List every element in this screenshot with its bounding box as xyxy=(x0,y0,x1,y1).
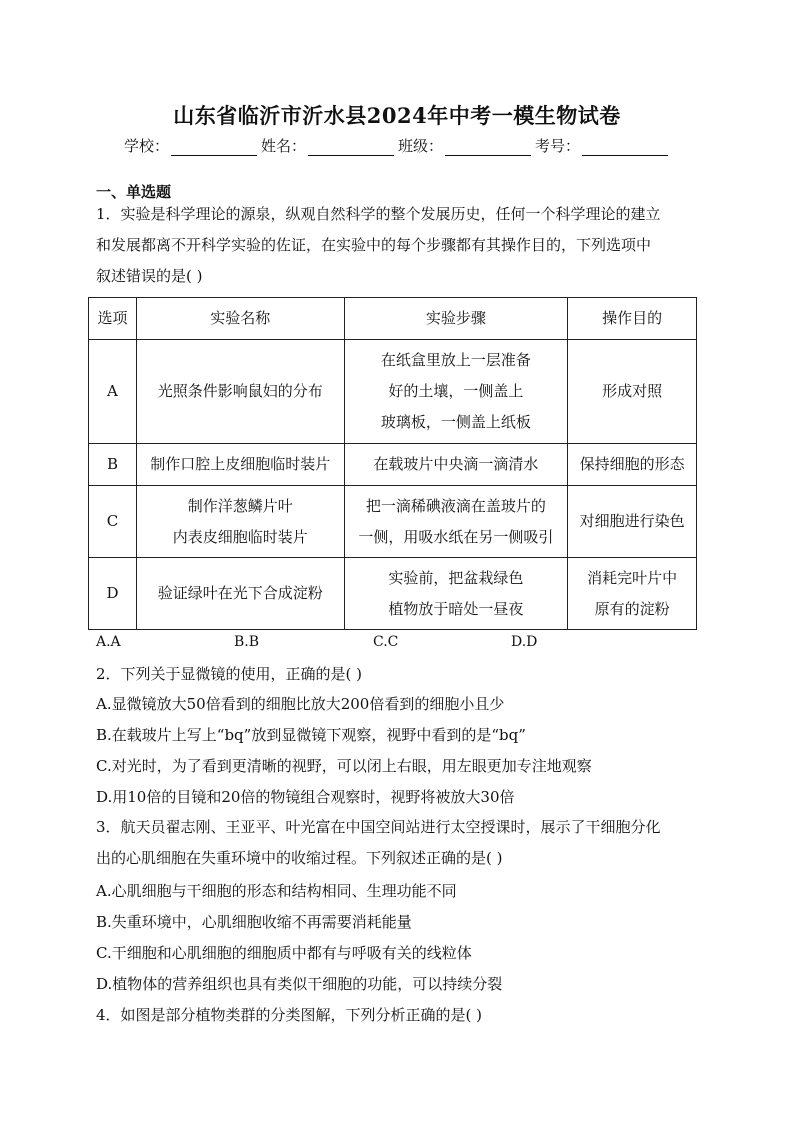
cell-line: 植物放于暗处一昼夜 xyxy=(388,599,524,618)
table-header-row xyxy=(89,298,697,340)
question-1-line: 和发展都离不开科学实验的佐证，在实验中的每个步骤都有其操作目的，下列选项中 xyxy=(96,236,652,254)
cell-line: 保持细胞的形态 xyxy=(579,455,685,473)
cell-line: 在纸盒里放上一层准备 xyxy=(380,351,531,369)
question-3-stem xyxy=(96,812,700,874)
question-3-line: 出的心肌细胞在失重环境中的收缩过程。下列叙述正确的是( ) xyxy=(96,849,503,867)
table-header-cell: 实验步骤 xyxy=(344,298,568,340)
table-row xyxy=(89,444,697,486)
table-cell-name xyxy=(136,486,344,558)
table-cell-purpose xyxy=(568,444,697,486)
page-title: 山东省临沂市沂水县2024年中考一模生物试卷 xyxy=(173,103,621,128)
cell-line: 形成对照 xyxy=(602,382,663,400)
cell-line: 原有的淀粉 xyxy=(594,599,670,618)
table-cell-name xyxy=(136,558,344,630)
question-2-stem: 2．下列关于显微镜的使用，正确的是( ) xyxy=(96,665,363,683)
experiment-table xyxy=(88,297,697,630)
table-header-cell: 选项 xyxy=(89,298,137,340)
table-cell-steps xyxy=(344,340,568,444)
cell-line: 一侧，用吸水纸在另一侧吸引 xyxy=(358,527,554,546)
cell-line: 玻璃板，一侧盖上纸板 xyxy=(380,413,531,431)
table-row xyxy=(89,558,697,630)
answer-option-a[interactable]: A.A xyxy=(96,634,121,650)
number-blank[interactable] xyxy=(582,138,668,156)
section-heading: 一、单选题 xyxy=(96,183,172,201)
answer-option-a[interactable]: A.显微镜放大50倍看到的细胞比放大200倍看到的细胞小且少 xyxy=(96,695,505,713)
cell-line: 实验前，把盆栽绿色 xyxy=(388,568,524,587)
school-blank[interactable] xyxy=(171,138,257,156)
name-blank[interactable] xyxy=(308,138,394,156)
answer-option-d[interactable]: D.植物体的营养组织也具有类似干细胞的功能，可以持续分裂 xyxy=(96,975,503,993)
table-cell-option: C xyxy=(89,486,137,558)
answer-option-d[interactable]: D.用10倍的目镜和20倍的物镜组合观察时，视野将被放大30倍 xyxy=(96,788,515,806)
student-info-line xyxy=(124,135,684,156)
table-row xyxy=(89,340,697,444)
answer-option-c[interactable]: C.C xyxy=(373,634,399,650)
cell-line: 把一滴稀碘液滴在盖玻片的 xyxy=(365,496,546,515)
table-cell-purpose xyxy=(568,340,697,444)
answer-option-a[interactable]: A.心肌细胞与干细胞的形态和结构相同、生理功能不同 xyxy=(96,882,457,900)
cell-line: 验证绿叶在光下合成淀粉 xyxy=(157,584,323,602)
class-label: 班级： xyxy=(398,137,444,155)
question-3-line: 3．航天员翟志刚、王亚平、叶光富在中国空间站进行太空授课时，展示了干细胞分化 xyxy=(96,818,661,836)
cell-line: 在载玻片中央滴一滴清水 xyxy=(373,455,539,473)
table-cell-purpose xyxy=(568,558,697,630)
school-label: 学校： xyxy=(124,137,170,155)
class-blank[interactable] xyxy=(445,138,531,156)
table-cell-steps xyxy=(344,486,568,558)
table-cell-steps xyxy=(344,444,568,486)
cell-line: 好的土壤，一侧盖上 xyxy=(388,382,524,400)
question-1-line: 叙述错误的是( ) xyxy=(96,267,203,285)
answer-option-b[interactable]: B.在载玻片上写上“bq”放到显微镜下观察，视野中看到的是“bq” xyxy=(96,726,526,744)
table-cell-name xyxy=(136,444,344,486)
question-1-line: 1．实验是科学理论的源泉，纵观自然科学的整个发展历史，任何一个科学理论的建立 xyxy=(96,205,661,223)
name-label: 姓名： xyxy=(261,137,307,155)
table-cell-steps xyxy=(344,558,568,630)
table-cell-option: B xyxy=(89,444,137,486)
cell-line: 内表皮细胞临时装片 xyxy=(172,527,308,546)
answer-option-b[interactable]: B.B xyxy=(234,634,260,650)
answer-option-c[interactable]: C.对光时，为了看到更清晰的视野，可以闭上右眼，用左眼更加专注地观察 xyxy=(96,757,592,775)
table-cell-name xyxy=(136,340,344,444)
table-row xyxy=(89,486,697,558)
answer-option-b[interactable]: B.失重环境中，心肌细胞收缩不再需要消耗能量 xyxy=(96,913,412,931)
cell-line: 制作洋葱鳞片叶 xyxy=(187,496,293,515)
question-4-stem: 4．如图是部分植物类群的分类图解，下列分析正确的是( ) xyxy=(96,1006,483,1024)
question-1-stem xyxy=(96,199,700,292)
answer-option-c[interactable]: C.干细胞和心肌细胞的细胞质中都有与呼吸有关的线粒体 xyxy=(96,944,472,962)
answer-option-d[interactable]: D.D xyxy=(511,634,538,650)
cell-line: 光照条件影响鼠妇的分布 xyxy=(157,382,323,400)
cell-line: 制作口腔上皮细胞临时装片 xyxy=(150,455,331,473)
cell-line: 消耗完叶片中 xyxy=(587,568,678,587)
table-header-cell: 实验名称 xyxy=(136,298,344,340)
table-cell-option: D xyxy=(89,558,137,630)
table-cell-purpose xyxy=(568,486,697,558)
number-label: 考号： xyxy=(535,137,581,155)
cell-line: 对细胞进行染色 xyxy=(579,512,685,530)
table-header-cell: 操作目的 xyxy=(568,298,697,340)
table-cell-option: A xyxy=(89,340,137,444)
